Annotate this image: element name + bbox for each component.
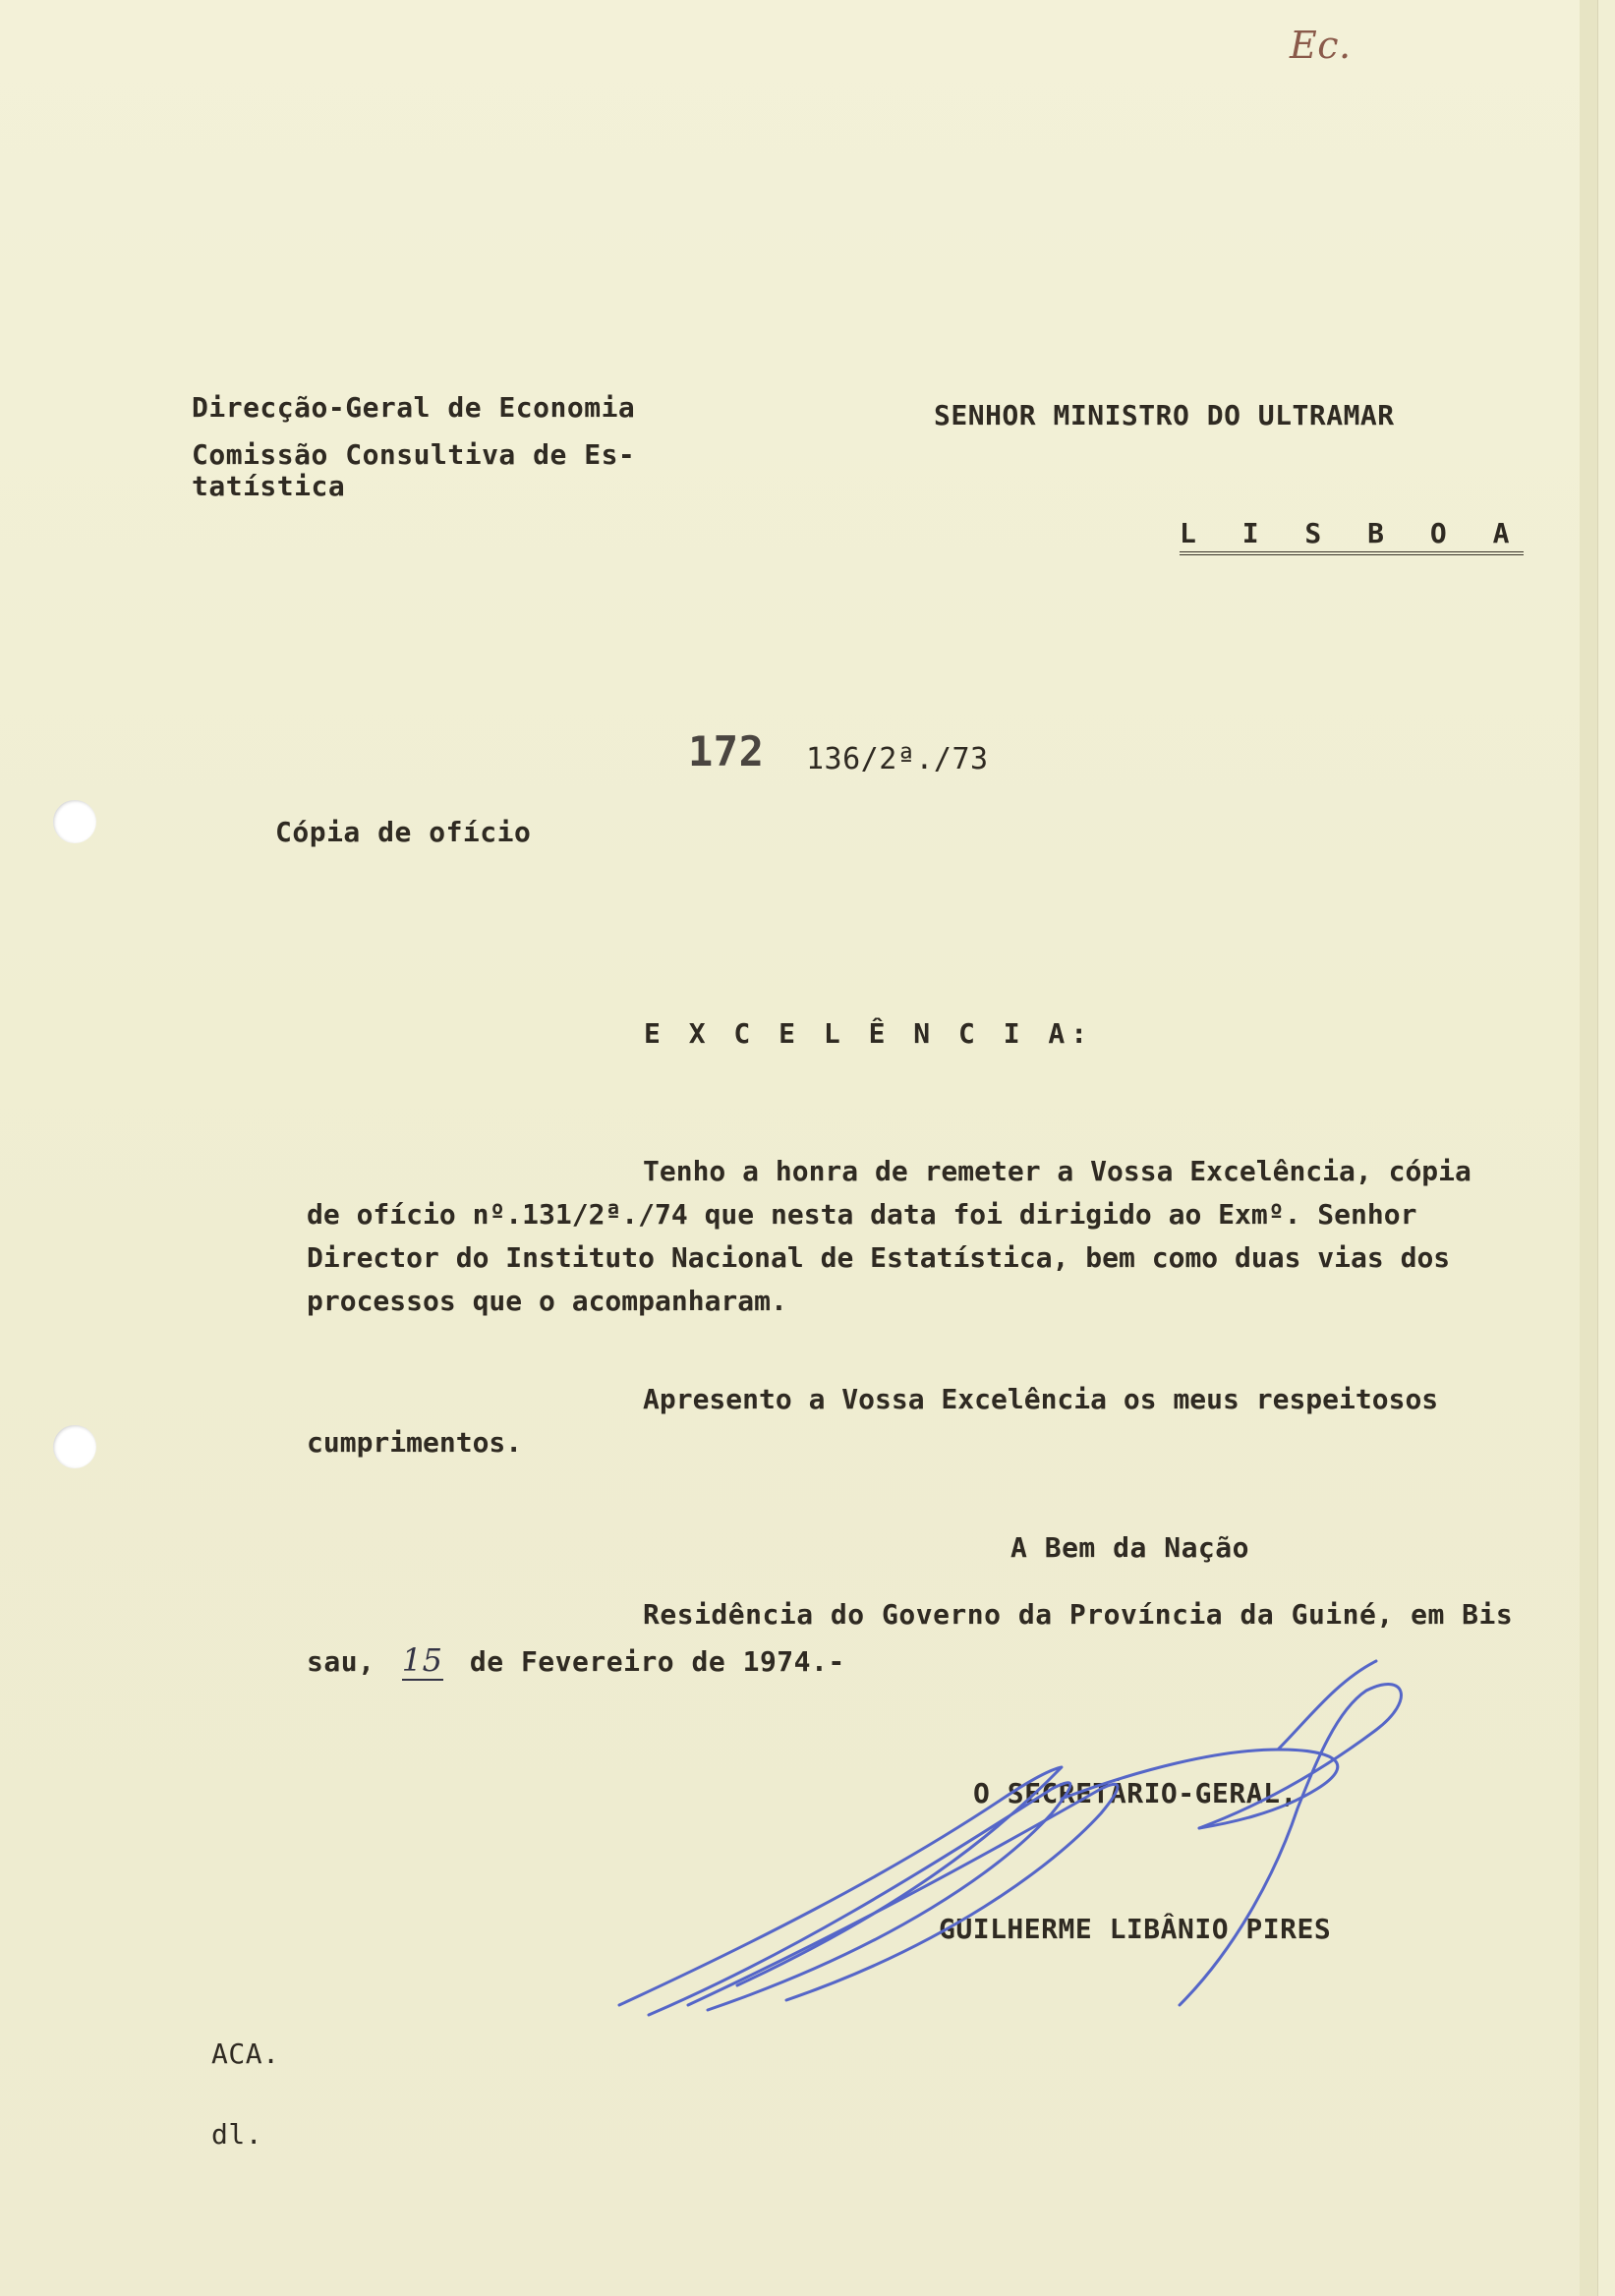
sender-line-3: tatística bbox=[192, 470, 346, 502]
salutation: E X C E L Ê N C I A: bbox=[644, 1017, 1094, 1050]
page-edge bbox=[1580, 0, 1597, 2296]
subject-line: Cópia de ofício bbox=[275, 816, 532, 848]
body-p1-line-2: de ofício nº.131/2ª./74 que nesta data foi dirigido ao Exmº. Senhor bbox=[307, 1198, 1417, 1231]
body-p1-line-1: Tenho a honra de remeter a Vossa Excelência, cópia bbox=[643, 1155, 1471, 1187]
top-annotation: Ec. bbox=[1290, 24, 1352, 67]
body-p1-line-3: Director do Instituto Nacional de Estatística, bem como duas vias dos bbox=[307, 1241, 1451, 1274]
body-p2-line-1: Apresento a Vossa Excelência os meus respeitosos bbox=[643, 1383, 1439, 1415]
closing-line: A Bem da Nação bbox=[1010, 1531, 1250, 1564]
place-date-prefix: sau, bbox=[307, 1645, 375, 1678]
sender-line-2: Comissão Consultiva de Es- bbox=[192, 438, 636, 471]
body-paragraph-2 bbox=[307, 1378, 1438, 1464]
reference-stamp-number: 172 bbox=[688, 727, 765, 775]
handwritten-signature bbox=[590, 1651, 1474, 2084]
body-p1-line-4: processos que o acompanharam. bbox=[307, 1285, 787, 1317]
place-date-line-1: Residência do Governo da Província da Guiné, em Bis bbox=[643, 1598, 1514, 1631]
body-paragraph-1 bbox=[307, 1150, 1471, 1323]
signatory-title: O SECRETÁRIO-GERAL, bbox=[973, 1777, 1298, 1809]
initials-line-1: ACA. bbox=[211, 2038, 280, 2070]
punch-hole-bottom bbox=[53, 1425, 96, 1468]
body-p2-line-2: cumprimentos. bbox=[307, 1426, 523, 1459]
recipient-city: L I S B O A bbox=[1180, 517, 1524, 555]
sender-line-1: Direcção-Geral de Economia bbox=[192, 391, 636, 424]
initials-line-2: dl. bbox=[211, 2118, 263, 2151]
punch-hole-top bbox=[53, 800, 96, 843]
signatory-name: GUILHERME LIBÂNIO PIRES bbox=[939, 1913, 1332, 1945]
handwritten-day: 15 bbox=[401, 1641, 443, 1679]
place-date-suffix: de Fevereiro de 1974.- bbox=[469, 1645, 845, 1678]
recipient-title: SENHOR MINISTRO DO ULTRAMAR bbox=[934, 399, 1395, 431]
reference-code: 136/2ª./73 bbox=[806, 742, 989, 776]
